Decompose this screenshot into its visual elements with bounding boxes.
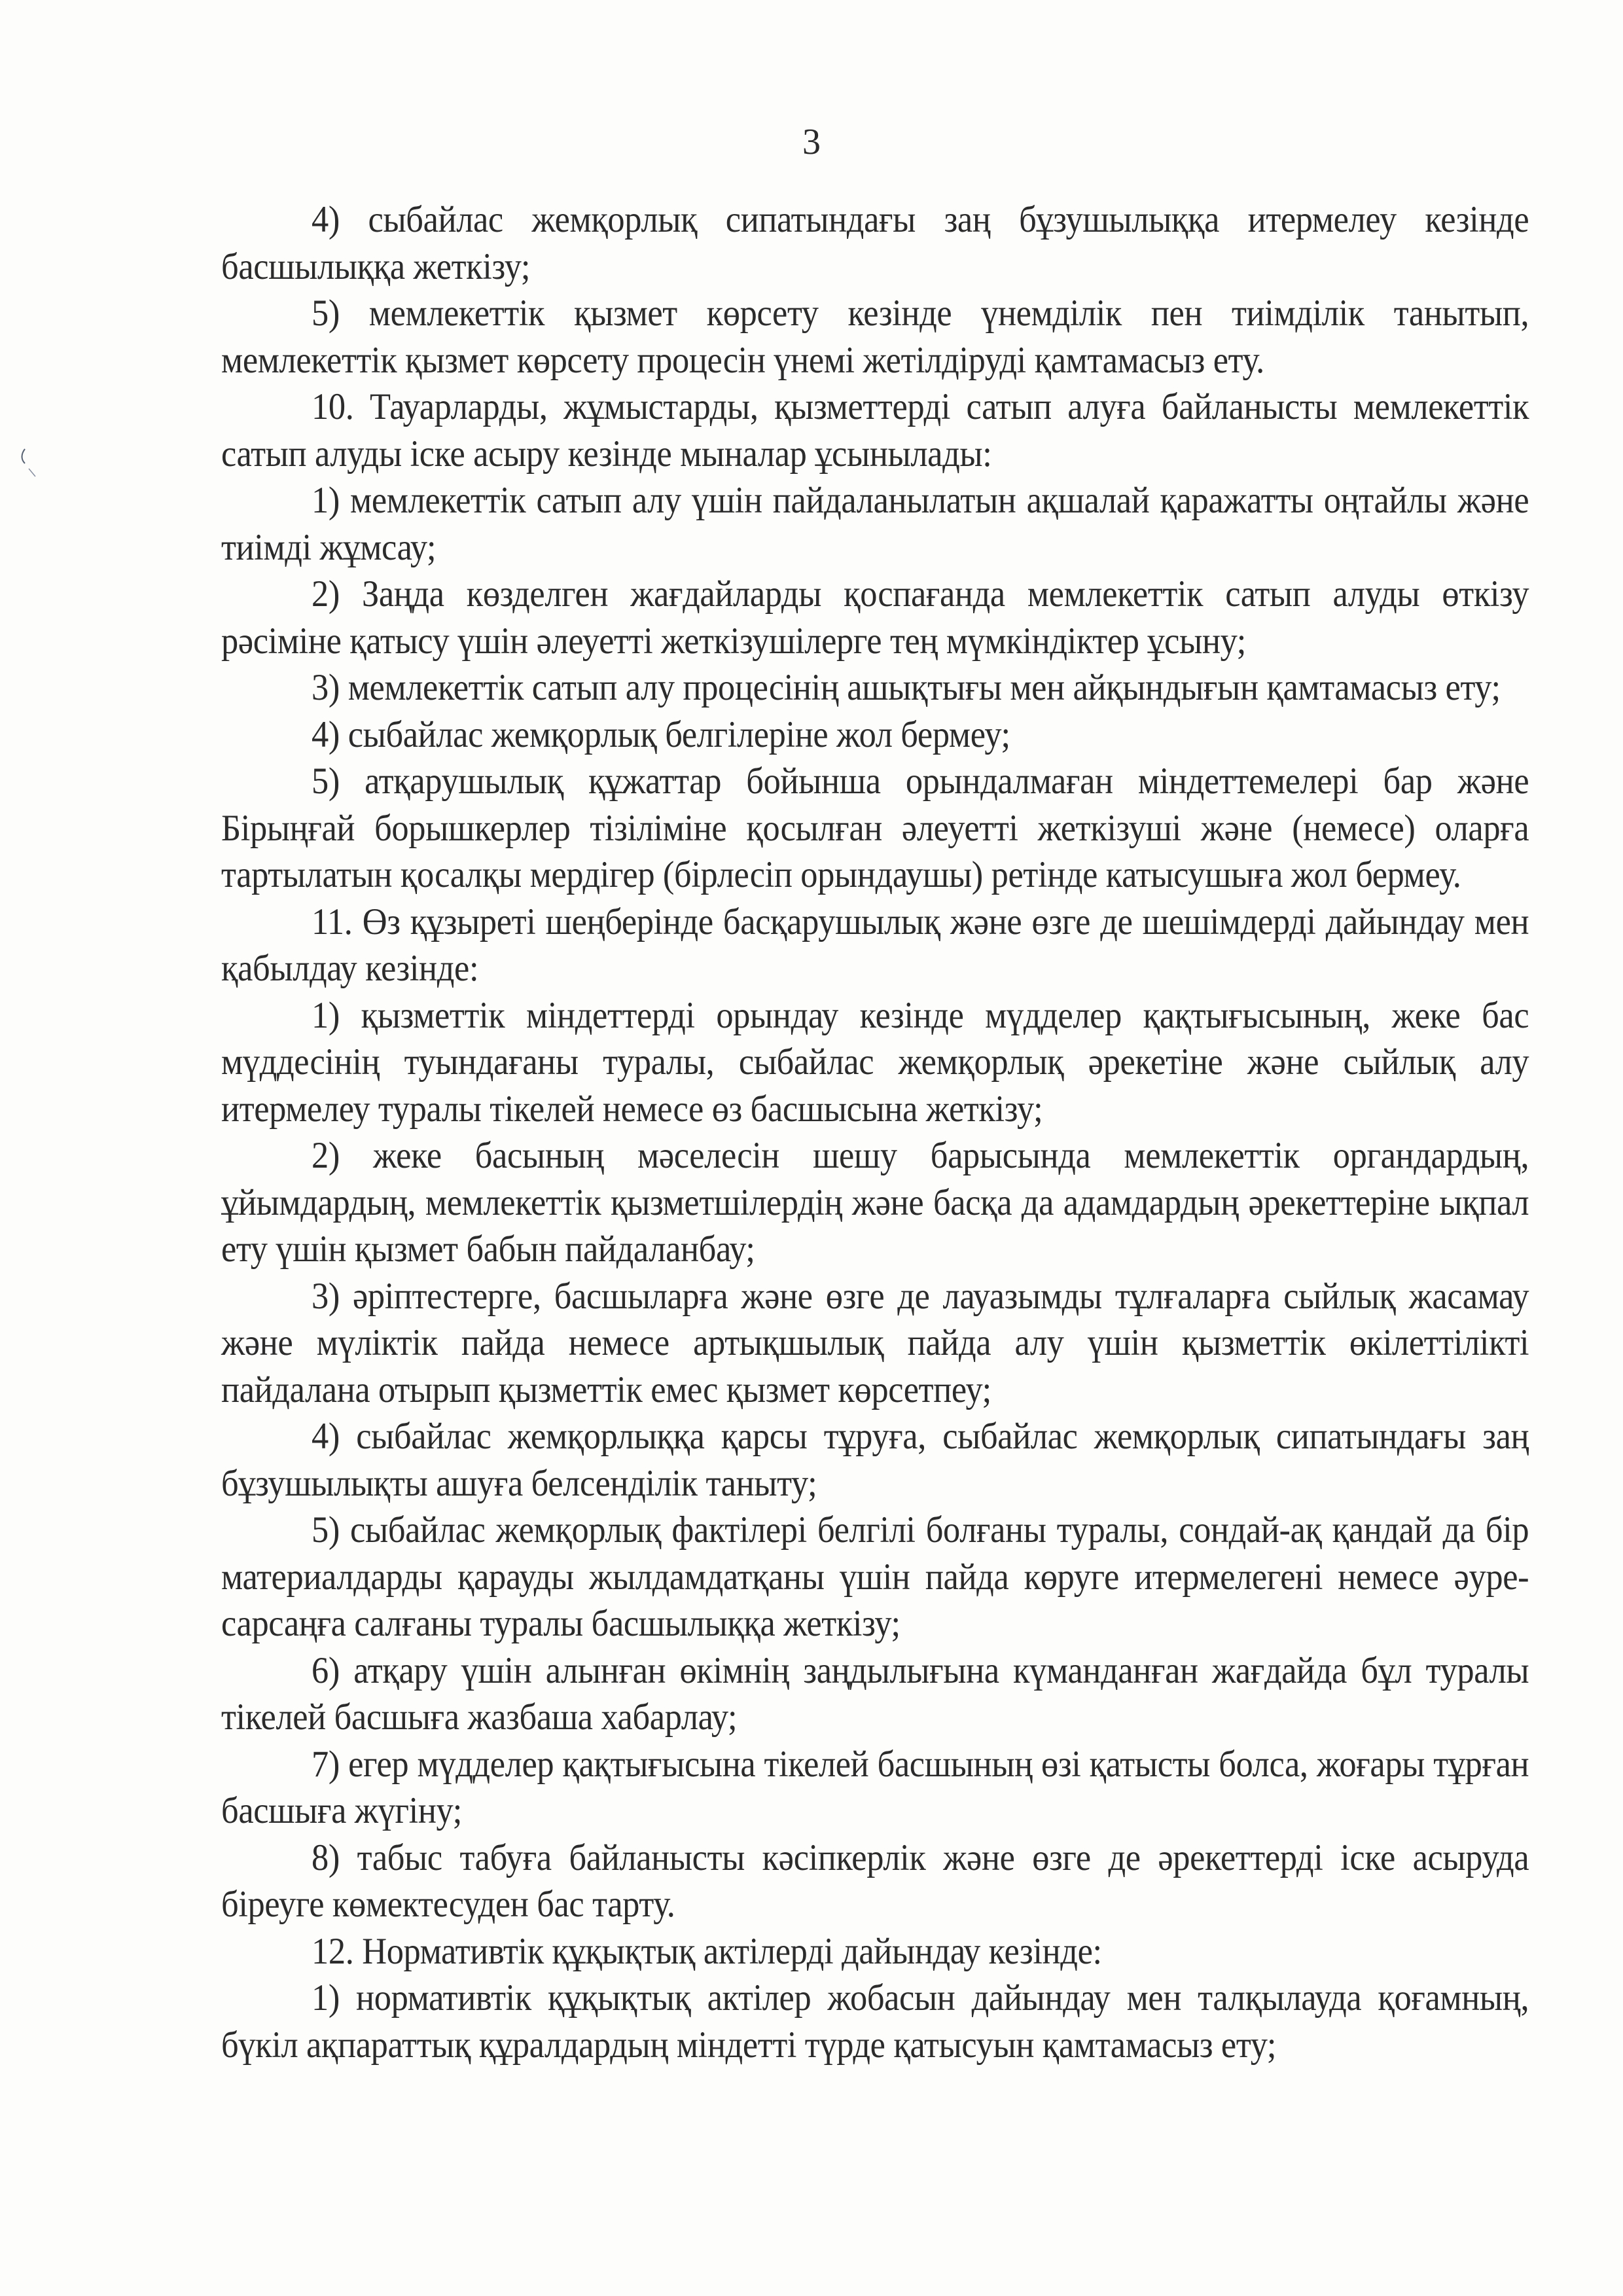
paragraph-11-3: 3) әріптестерге, басшыларға және өзге де лауазымды тұлғаларға сыйлық жасамау және мүліктік пайда немесе артықшылық пайда алу үшін қызметтік өкілеттілікті пайдалана отырып қызметтік емес қызмет көрсетпеу; bbox=[221, 1275, 1529, 1410]
paragraph-11-1: 1) қызметтік міндеттерді орындау кезінде мүдделер қақтығысының, жеке бас мүддесінің туындағаны туралы, сыбайлас жемқорлық әрекетіне және сыйлық алу итермелеу туралы тікелей немесе өз басшысына жеткізу; bbox=[221, 994, 1529, 1130]
paragraph-10-3: 3) мемлекеттік сатып алу процесінің ашықтығы мен айқындығын қамтамасыз ету; bbox=[312, 667, 1501, 708]
paragraph-10-5: 5) атқарушылық құжаттар бойынша орындалмаған міндеттемелері бар және Бірыңғай борышкерлер тізіліміне қосылған әлеуетті жеткізуші және (немесе) оларға тартылатын қосалқы мердігер (бірлесіп орындаушы) ретінде катысушыға жол бермеу. bbox=[221, 761, 1529, 895]
paragraph-11-2: 2) жеке басының мәселесін шешу барысында мемлекеттік органдардың, ұйымдардың, мемлекеттік қызметшілердің және басқа да адамдардың әрекеттеріне ықпал ету үшін қызмет бабын пайдаланбау; bbox=[221, 1135, 1529, 1270]
paragraph-11-6: 6) атқару үшін алынған өкімнің заңдылығына күманданған жағдайда бұл туралы тікелей басшыға жазбаша хабарлау; bbox=[221, 1649, 1529, 1738]
paragraph-11-7: 7) егер мүдделер қақтығысына тікелей басшының өзі қатысты болса, жоғары тұрған басшыға жүгіну; bbox=[221, 1743, 1529, 1831]
page-number: 3 bbox=[802, 122, 821, 162]
paragraph-10-4: 4) сыбайлас жемқорлық белгілеріне жол бермеу; bbox=[312, 713, 1010, 755]
scan-margin-mark bbox=[20, 445, 46, 484]
paragraph-11-5: 5) сыбайлас жемқорлық фактілері белгілі болғаны туралы, сондай-ақ қандай да бір материалдарды қарауды жылдамдатқаны үшін пайда көруге итермелегені немесе әуре-сарсаңға салғаны туралы басшылыққа жеткізу; bbox=[221, 1509, 1529, 1644]
paragraph-11-8: 8) табыс табуға байланысты кәсіпкерлік және өзге де әрекеттерді іске асыруда біреуге көмектесуден бас тарту. bbox=[221, 1837, 1529, 1925]
paragraph-10-1: 1) мемлекеттік сатып алу үшін пайдаланылатын ақшалай қаражатты оңтайлы және тиімді жұмсау; bbox=[221, 480, 1529, 568]
paragraph-9-4: 4) сыбайлас жемқорлық сипатындағы заң бұзушылыққа итермелеу кезінде басшылыққа жеткізу; bbox=[221, 199, 1529, 287]
paragraph-9-5: 5) мемлекеттік қызмет көрсету кезінде үнемділік пен тиімділік танытып, мемлекеттік қызмет көрсету процесін үнемі жетілдіруді қамтамасыз ету. bbox=[221, 293, 1529, 381]
paragraph-10-2: 2) Заңда көзделген жағдайларды қоспағанда мемлекеттік сатып алуды өткізу рәсіміне қатысу үшін әлеуетті жеткізушілерге тең мүмкіндіктер ұсыну; bbox=[221, 573, 1529, 662]
section-10-heading: 10. Тауарларды, жұмыстарды, қызметтерді сатып алуға байланысты мемлекеттік сатып алуды іске асыру кезінде мыналар ұсынылады: bbox=[221, 386, 1529, 475]
paragraph-11-4: 4) сыбайлас жемқорлыққа қарсы тұруға, сыбайлас жемқорлық сипатындағы заң бұзушылықты ашуға белсенділік таныту; bbox=[221, 1416, 1529, 1504]
document-body bbox=[221, 196, 1529, 2068]
section-12-heading: 12. Нормативтік құқықтық актілерді дайындау кезінде: bbox=[312, 1930, 1102, 1972]
paragraph-12-1: 1) нормативтік құқықтық актілер жобасын дайындау мен талқылауда қоғамның, бүкіл ақпараттық құралдардың міндетті түрде қатысуын қамтамасыз ету; bbox=[221, 1977, 1529, 2066]
section-11-heading: 11. Өз құзыреті шеңберінде басқарушылық және өзге де шешімдерді дайындау мен қабылдау кезінде: bbox=[221, 901, 1529, 989]
